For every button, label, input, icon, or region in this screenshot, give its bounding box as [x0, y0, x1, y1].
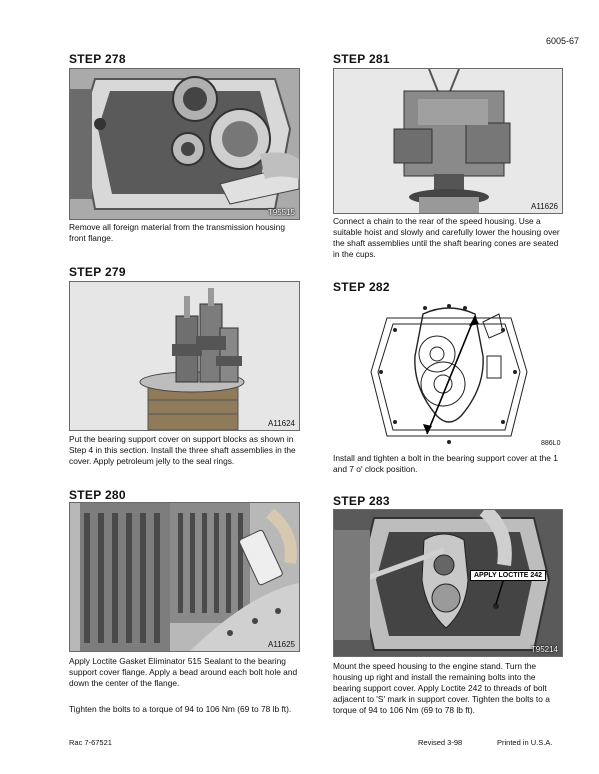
figure-label-a11625: A11625	[268, 640, 295, 649]
step-280-title: STEP 280	[69, 488, 126, 502]
step-283-photo	[333, 509, 563, 657]
figure-label-a11624: A11624	[268, 419, 295, 428]
step-283-title: STEP 283	[333, 494, 390, 508]
step-279-title: STEP 279	[69, 265, 126, 279]
step-280-text-2: Tighten the bolts to a torque of 94 to 106 Nm (69 to 78 lb ft).	[69, 704, 292, 714]
step-281-photo	[333, 68, 563, 214]
figure-label-a11626: A11626	[531, 202, 558, 211]
footer-document-code: Rac 7-67521	[69, 738, 112, 747]
step-281-text: Connect a chain to the rear of the speed housing. Use a suitable hoist and slowly and carefully lower the housing over the shaft assemblies until the shaft bearing cones are seated in the cups.	[333, 216, 560, 259]
figure-label-t95214: T95214	[530, 645, 558, 654]
step-280-text-1: Apply Loctite Gasket Eliminator 515 Sealant to the bearing support cover flange. Apply a bead around each bolt hole and down the center of the flange.	[69, 656, 298, 688]
step-282-diagram	[365, 296, 533, 448]
step-283-text: Mount the speed housing to the engine stand. Turn the housing up right and install the remaining bolts into the bearing support cover. Apply Loctite 242 to threads of bolt adjacent to 'S' mark in support cover. Tighten the bolts to a torque of 94 to 106 Nm (69 to 78 lb ft).	[333, 661, 550, 715]
step-282-text: Install and tighten a bolt in the bearing support cover at the 1 and 7 o' clock position.	[333, 453, 558, 474]
bearing-support-cover-diagram	[365, 296, 533, 448]
step-281-title: STEP 281	[333, 52, 390, 66]
transmission-housing-image	[70, 69, 299, 219]
step-280-photo	[69, 502, 300, 652]
step-278-text: Remove all foreign material from the transmission housing front flange.	[69, 222, 285, 243]
step-279-text: Put the bearing support cover on support blocks as shown in Step 4 in this section. Install the three shaft assemblies in the cover. Apply petroleum jelly to the seal rings.	[69, 434, 296, 466]
gear-sealant-image	[70, 503, 299, 651]
figure-label-886l0: 886L0	[541, 440, 561, 447]
page-number: 6005-67	[545, 36, 579, 46]
shaft-assemblies-image	[70, 282, 299, 430]
step-279-photo	[69, 281, 300, 431]
step-278-photo	[69, 68, 300, 220]
loctite-callout: APPLY LOCTITE 242	[470, 570, 546, 581]
figure-label-t95515: T95515	[267, 208, 295, 217]
footer-revision: Revised 3-98	[418, 738, 463, 747]
step-282-title: STEP 282	[333, 280, 390, 294]
speed-housing-stand-image	[334, 510, 562, 656]
speed-housing-hoist-image	[334, 69, 562, 213]
footer-printed: Printed in U.S.A.	[497, 738, 553, 747]
step-278-title: STEP 278	[69, 52, 126, 66]
